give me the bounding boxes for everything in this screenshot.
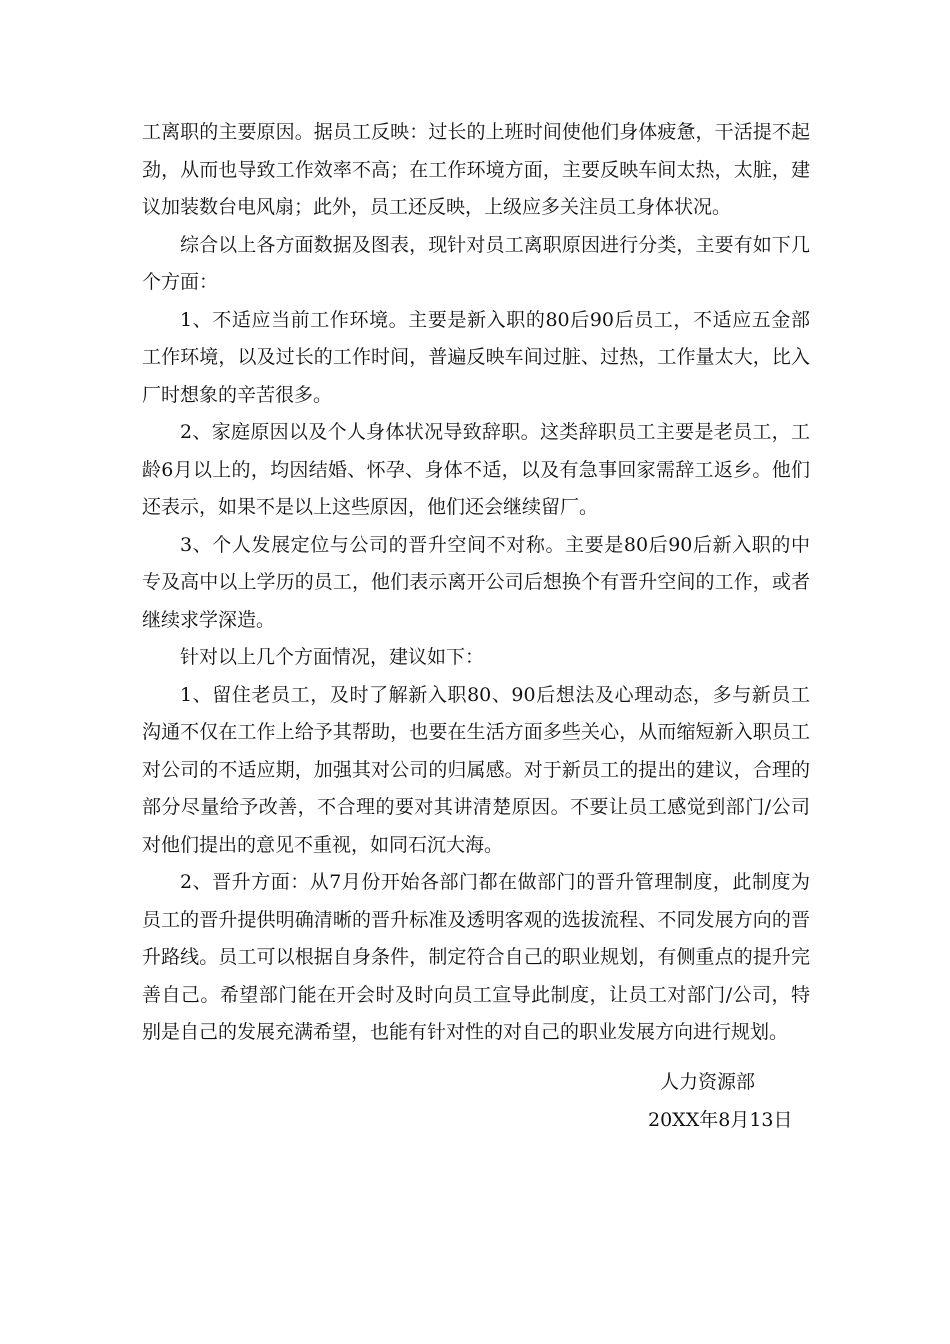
paragraph-reason-2: 2、家庭原因以及个人身体状况导致辞职。这类辞职员工主要是老员工，工龄6月以上的，均因结婚、怀孕、身体不适，以及有急事回家需辞工返乡。他们还表示，如果不是以上这些原因，他们还会继续留厂。 — [142, 421, 810, 518]
paragraph-reason-3: 3、个人发展定位与公司的晋升空间不对称。主要是80后90后新入职的中专及高中以上学历的员工，他们表示离开公司后想换个有晋升空间的工作，或者继续求学深造。 — [142, 533, 810, 631]
paragraph-continuation: 工离职的主要原因。据员工反映：过长的上班时间使他们身体疲惫，干活提不起劲，从而也导致工作效率不高；在工作环境方面，主要反映车间太热，太脏，建议加装数台电风扇；此外，员工还反映，上级应多关注员工身体状况。 — [142, 121, 810, 218]
paragraph-suggestion-1: 1、留住老员工，及时了解新入职80、90后想法及心理动态，多与新员工沟通不仅在工作上给予其帮助，也要在生活方面多些关心，从而缩短新入职员工对公司的不适应期，加强其对公司的归属感。对于新员工的提出的建议，合理的部分尽量给予改善，不合理的要对其讲清楚原因。不要让员工感觉到部门/公司对他们提出的意见不重视，如同石沉大海。 — [142, 683, 810, 856]
paragraph-suggestion-2: 2、晋升方面：从7月份开始各部门都在做部门的晋升管理制度，此制度为员工的晋升提供明确清晰的晋升标准及透明客观的选拔流程、不同发展方向的晋升路线。员工可以根据自身条件，制定符合自己的职业规划，有侧重点的提升完善自己。希望部门能在开会时及时向员工宣导此制度，让员工对部门/公司，特别是自己的发展充满希望，也能有针对性的对自己的职业发展方向进行规划。 — [142, 871, 810, 1043]
paragraph-suggestions-intro: 针对以上几个方面情况，建议如下： — [180, 646, 485, 668]
paragraph-summary-intro: 综合以上各方面数据及图表，现针对员工离职原因进行分类，主要有如下几个方面： — [142, 233, 810, 293]
signature-department: 人力资源部 — [660, 1071, 756, 1093]
paragraph-reason-1: 1、不适应当前工作环境。主要是新入职的80后90后员工，不适应五金部工作环境，以及过长的工作时间，普遍反映车间过脏、过热，工作量太大，比入厂时想象的辛苦很多。 — [142, 308, 810, 406]
signature-date: 20XX年8月13日 — [648, 1109, 793, 1131]
document-body — [142, 114, 810, 1052]
